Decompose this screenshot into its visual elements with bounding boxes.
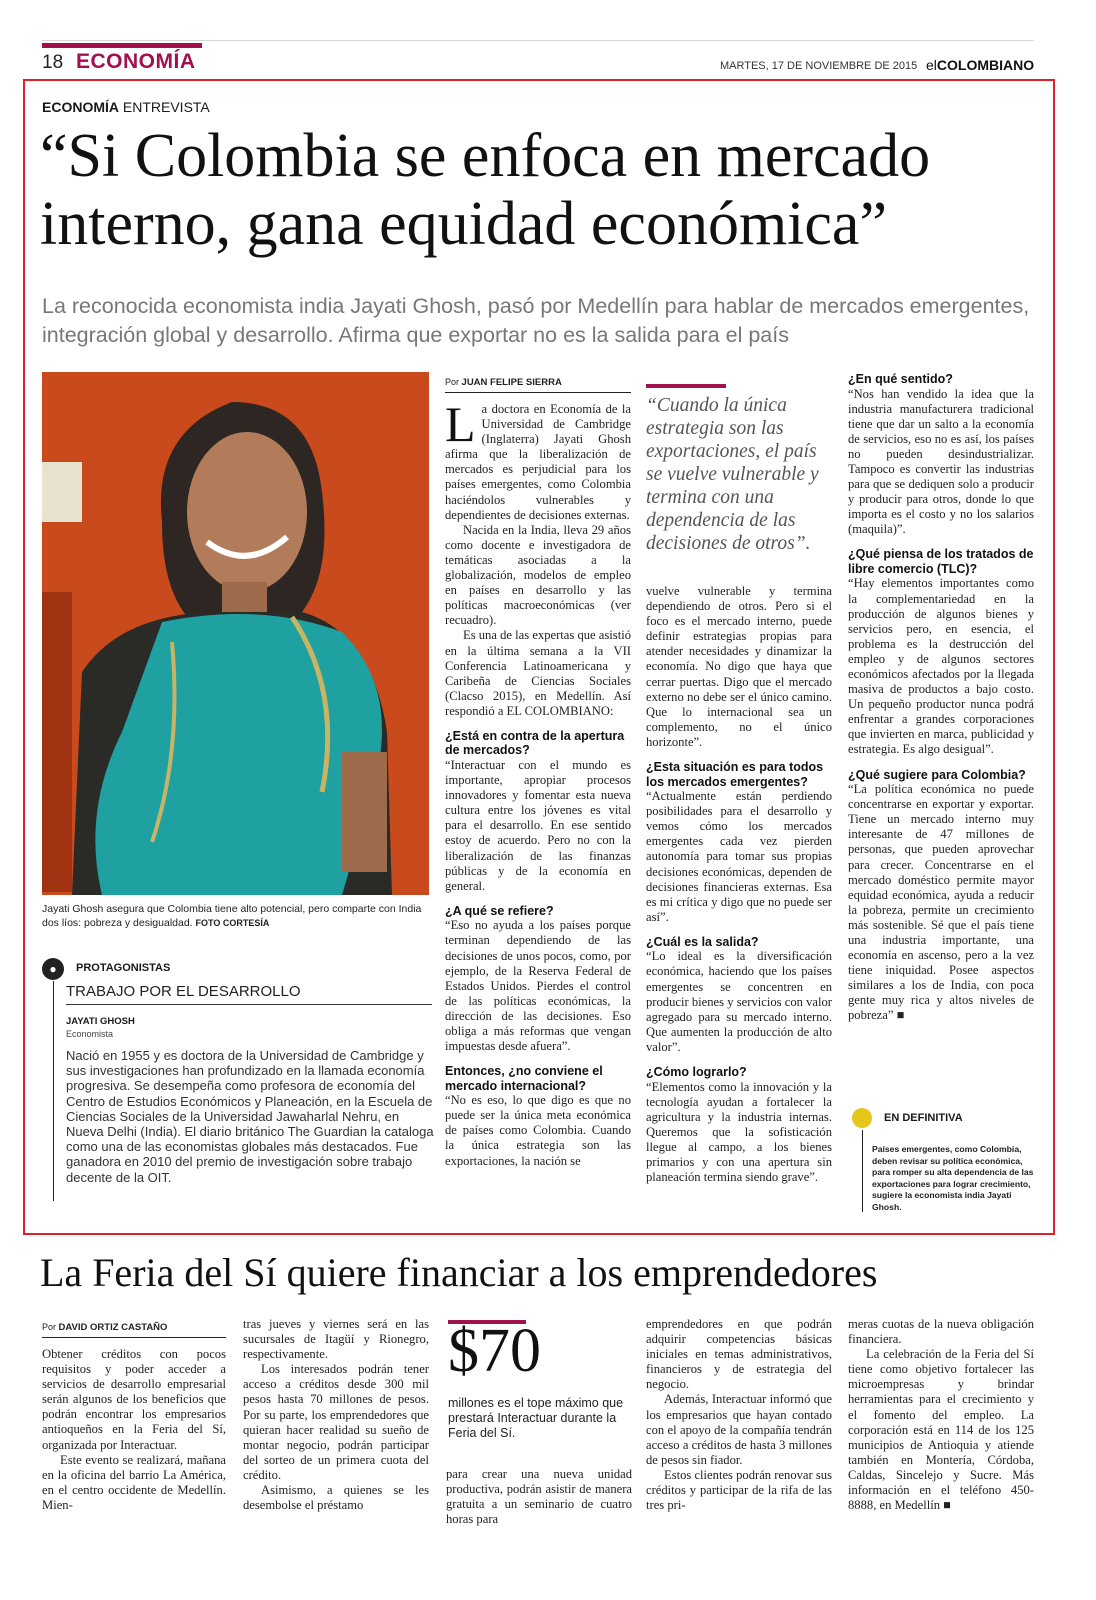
article2-byline-rule (42, 1337, 226, 1338)
article-dek: La reconocida economista india Jayati Ghosh, pasó por Medellín para hablar de mercados emergentes, integración global y desarrollo. Afirma que exportar no es la salida para el país (42, 294, 1030, 347)
answer-text: “La política económica no puede concentrarse en exportar y exportar. Tiene un mercado interno muy interesante de 47 millones de personas, que pueden aprovechar para crecer. Concentrarse en el mercado doméstico permite mayor equidad económica, ayuda a reducir la pobreza, permite un crecimiento más sostenible. Sé que el país tiene una industria importante, una economía en ascenso, pero a la vez tiene iniquidad. Posee aspectos similares a los de India, con poca gente muy rica y altos niveles de pobreza” (848, 782, 1034, 1023)
article-column-3 (848, 364, 1034, 1024)
paragraph-final (848, 1347, 1034, 1513)
question: ¿Qué sugiere para Colombia? (848, 767, 1026, 782)
article-column-2 (646, 584, 832, 1185)
pull-quote-bar (646, 384, 726, 388)
summary-icon (852, 1108, 872, 1128)
portrait-illustration (42, 372, 429, 895)
portrait-photo (42, 372, 429, 895)
protagonistas-label: PROTAGONISTAS (76, 962, 171, 974)
caption-text: Jayati Ghosh asegura que Colombia tiene alto potencial, pero comparte con India dos líos: pobreza y desigualdad. (42, 903, 422, 929)
article2-column-2 (243, 1317, 429, 1513)
page-number: 18 (42, 52, 64, 73)
paragraph: Además, Interactuar informó que los empresarios que hayan contado con el apoyo de la compañía tendrán acceso a créditos de hasta 3 millones de pesos sin fiador. (646, 1392, 832, 1467)
pull-quote-text: “Cuando la única estrategia son las exportaciones, el país se vuelve vulnerable y termina con una dependencia de las decisiones de otros”. (646, 395, 819, 554)
newspaper-logo (926, 57, 1034, 73)
en-definitiva-rule (862, 1130, 863, 1212)
byline-prefix: Por (42, 1322, 57, 1332)
protagonista-bio: Nació en 1955 y es doctora de la Universidad de Cambridge y sus investigaciones han profundizado en la llamada economía progresiva. Se desempeña como profesora de economía del Centro de Estudios Económicos y Planeación, en la Escuela de Ciencias Sociales de la Universidad Jawaharlal Nehru, en Nueva Delhi (India). El diario británico The Guardian la cataloga como una de las economistas globales más destacados. Fue ganadora en 2010 del premio de investigación sobre trabajo decente de la OIT. (66, 1048, 434, 1185)
end-mark: ■ (943, 1498, 951, 1513)
photo-credit: FOTO CORTESÍA (195, 918, 270, 928)
article2-column-3 (446, 1467, 632, 1527)
article2-column-1 (42, 1347, 226, 1513)
kicker-type: ENTREVISTA (122, 99, 210, 115)
end-mark: ■ (896, 1008, 905, 1023)
answer: “Nos han vendido la idea que la industria manufacturera tradicional tiene que dar un salto a la economía de servicios, eso no es así, los países no pueden desindustrializar. Tampoco es convertir las industrias para que se dediquen solo a producir y producir para otros, donde lo que importa es el costo y no los salarios (maquila)”. (848, 386, 1034, 537)
paragraph: a doctora en Economía de la Universidad de Cambridge (Inglaterra) Jayati Ghosh afirma que la liberalización de mercados es perjudicial para los países emergentes, como Colombia haciéndolos vulnerables y dependientes de decisiones externas. (445, 402, 631, 522)
edition-date: MARTES, 17 DE NOVIEMBRE DE 2015 (720, 60, 918, 72)
question: ¿En qué sentido? (848, 372, 953, 386)
answer: “Elementos como la innovación y la tecnología ayudan a fortalecer la agricultura y la industria internas. Queremos que la sofisticación llegue al campo, a los bienes primarios y con una apertura sin planeación termina siendo grave”. (646, 1079, 832, 1185)
answer: “Interactuar con el mundo es importante, apropiar procesos innovadores y fomentar esta nueva cultura entre los jóvenes es vital para el desarrollo. En ese sentido estoy de acuerdo. Pero no con la liberalización de las finanzas públicas y de la economía en general. (445, 757, 631, 893)
paragraph: Estos clientes podrán renovar sus créditos y participar de la rifa de las tres pri- (646, 1467, 832, 1513)
section-title: ECONOMÍA (76, 50, 196, 73)
paragraph: emprendedores en que podrán adquirir competencias básicas iniciales en temas administrativos, financieros y de estrategia del negocio. (646, 1317, 832, 1392)
article2-headline: La Feria del Sí quiere financiar a los emprendedores (40, 1250, 878, 1295)
byline-name: JUAN FELIPE SIERRA (461, 377, 562, 388)
byline-prefix: Por (445, 377, 460, 387)
en-definitiva-label: EN DEFINITIVA (884, 1112, 963, 1124)
byline-rule (445, 392, 631, 393)
paragraph: Asimismo, a quienes se les desembolse el préstamo (243, 1483, 429, 1513)
paragraph: Nacida en la India, lleva 29 años como docente e investigadora de temáticas asociadas a la globalización, modelos de empleo en países en desarrollo y las políticas macroeconómicas (ver recuadro). (445, 522, 631, 628)
question: ¿Esta situación es para todos los mercados emergentes? (646, 760, 824, 789)
paragraph: Los interesados podrán tener acceso a créditos desde 300 mil pesos hasta 70 millones de pesos. Por su parte, los emprendedores que quieran hacer realidad su sueño de montar negocio, podrán participar del sorteo de un primera cuota del crédito. (243, 1362, 429, 1482)
logo-name: COLOMBIANO (936, 57, 1035, 73)
stat-text: millones es el tope máximo que prestará Interactuar durante la Feria del Sí. (448, 1396, 624, 1440)
logo-prefix: el (926, 57, 937, 73)
protagonistas-heading: TRABAJO POR EL DESARROLLO (66, 983, 301, 1000)
paragraph-text: La celebración de la Feria del Sí tiene como objetivo fortalecer las microempresas y brindar herramientas para el crecimiento y el fomento del empleo. La corporación está en 114 de los 125 municipios de Antioquia y atiende también en Montería, Córdoba, Caldas, Sincelejo y Sucre. Más información en el teléfono 450-8888, en Medellín (848, 1347, 1034, 1513)
article-byline (445, 377, 562, 388)
protagonista-role: Economista (66, 1029, 114, 1039)
protagonista-name: JAYATI GHOSH (66, 1016, 135, 1027)
answer: “Hay elementos importantes como la complementariedad en la producción de algunos bienes y servicios pero, en esencia, el problema es la destrucción del empleo y de algunos sectores económicos afectados por la llegada masiva de productos a bajo costo. Un pequeño productor nunca podrá enfrentar a grandes corporaciones que invierten en marca, publicidad y estrategia. Es algo desigual”. (848, 576, 1034, 757)
question: ¿Cómo lograrlo? (646, 1065, 747, 1080)
paragraph: para crear una nueva unidad productiva, podrán asistir de manera gratuita a un seminario de cuatro horas para (446, 1467, 632, 1527)
question: ¿A qué se refiere? (445, 903, 554, 918)
answer: “Actualmente están perdiendo posibilidades para el desarrollo y vemos cómo los mercados emergentes cada vez pierden autonomía para tomar sus propias decisiones económicas, dependen de decisiones financieras externas. Esa es mi crítica y digo que no puede ser así”. (646, 789, 832, 924)
answer: “No es eso, lo que digo es que no puede ser la única meta económica de países como Colombia. Cuando la única estrategia son las exportaciones, la nación se (445, 1093, 631, 1168)
header-top-rule (42, 40, 1034, 41)
person-icon: ● (42, 958, 64, 980)
answer: “Eso no ayuda a los países porque terminan dependiendo de las decisiones de unos pocos, como, por ejemplo, de la Reserva Federal de Estados Unidos. Pierdes el control de las políticas económicas, la dirección de las decisiones. Eso obliga a más reformas que vengan impuestas desde afuera”. (445, 918, 631, 1054)
paragraph: Obtener créditos con pocos requisitos y poder acceder a servicios de desarrollo empresarial serán algunos de los beneficios que podrán encontrar los empresarios antioqueños en la Feria del Sí, organizada por Interactuar. (42, 1347, 226, 1452)
photo-caption (42, 902, 430, 930)
question: ¿Cuál es la salida? (646, 934, 759, 949)
dropcap: L (445, 396, 476, 452)
article-column-1 (445, 396, 631, 1169)
paragraph: meras cuotas de la nueva obligación financiera. (848, 1317, 1034, 1347)
paragraph: Este evento se realizará, mañana en la oficina del barrio La América, en el centro occidente de Medellín. Mien- (42, 1452, 226, 1512)
answer: “Lo ideal es la diversificación económica, haciendo que los países emergentes se concentren en producir bienes y servicios con valor agregado para su mercado interno. Que aumenten la producción de alto valor”. (646, 949, 832, 1054)
article2-column-4 (646, 1317, 832, 1513)
kicker-section: ECONOMÍA (42, 99, 119, 115)
article-kicker (42, 99, 210, 115)
answer: vuelve vulnerable y termina dependiendo de otros. Pero si el foco es el mercado interno, puede definir estrategias propias para atender necesidades y dinamizar la economía. No digo que haya que cerrar puertas. Digo que el mercado externo no debe ser el único camino. Que lo internacional sea un complemento, no el único horizonte”. (646, 584, 832, 749)
stat-value: $70 (448, 1317, 541, 1385)
question: Entonces, ¿no conviene el mercado internacional? (445, 1064, 603, 1093)
section-accent-bar (42, 43, 202, 48)
answer-final (848, 782, 1034, 1024)
paragraph: Es una de las expertas que asistió en la última semana a la VII Conferencia Latinoamericana y Caribeña de Ciencias Sociales (Clacso 2015), en Medellín. Así respondió a EL COLOMBIANO: (445, 628, 631, 718)
article2-column-5 (848, 1317, 1034, 1513)
question: ¿Está en contra de la apertura de mercados? (445, 728, 625, 758)
question: ¿Qué piensa de los tratados de libre comercio (TLC)? (848, 547, 1034, 576)
byline-name: DAVID ORTIZ CASTAÑO (58, 1322, 168, 1333)
protagonistas-rule (53, 981, 54, 1201)
article2-byline (42, 1322, 167, 1333)
paragraph: tras jueves y viernes será en las sucursales de Itagüí y Rionegro, respectivamente. (243, 1317, 429, 1362)
en-definitiva-text: Países emergentes, como Colombia, deben revisar su política económica, para romper su alta dependencia de las exportaciones para lograr crecimiento, sugiere la economista india Jayati Ghosh. (872, 1144, 1034, 1212)
article-headline: “Si Colombia se enfoca en mercado interno, gana equidad económica” (40, 122, 931, 258)
protagonistas-divider (66, 1004, 432, 1005)
pull-quote (646, 384, 828, 555)
